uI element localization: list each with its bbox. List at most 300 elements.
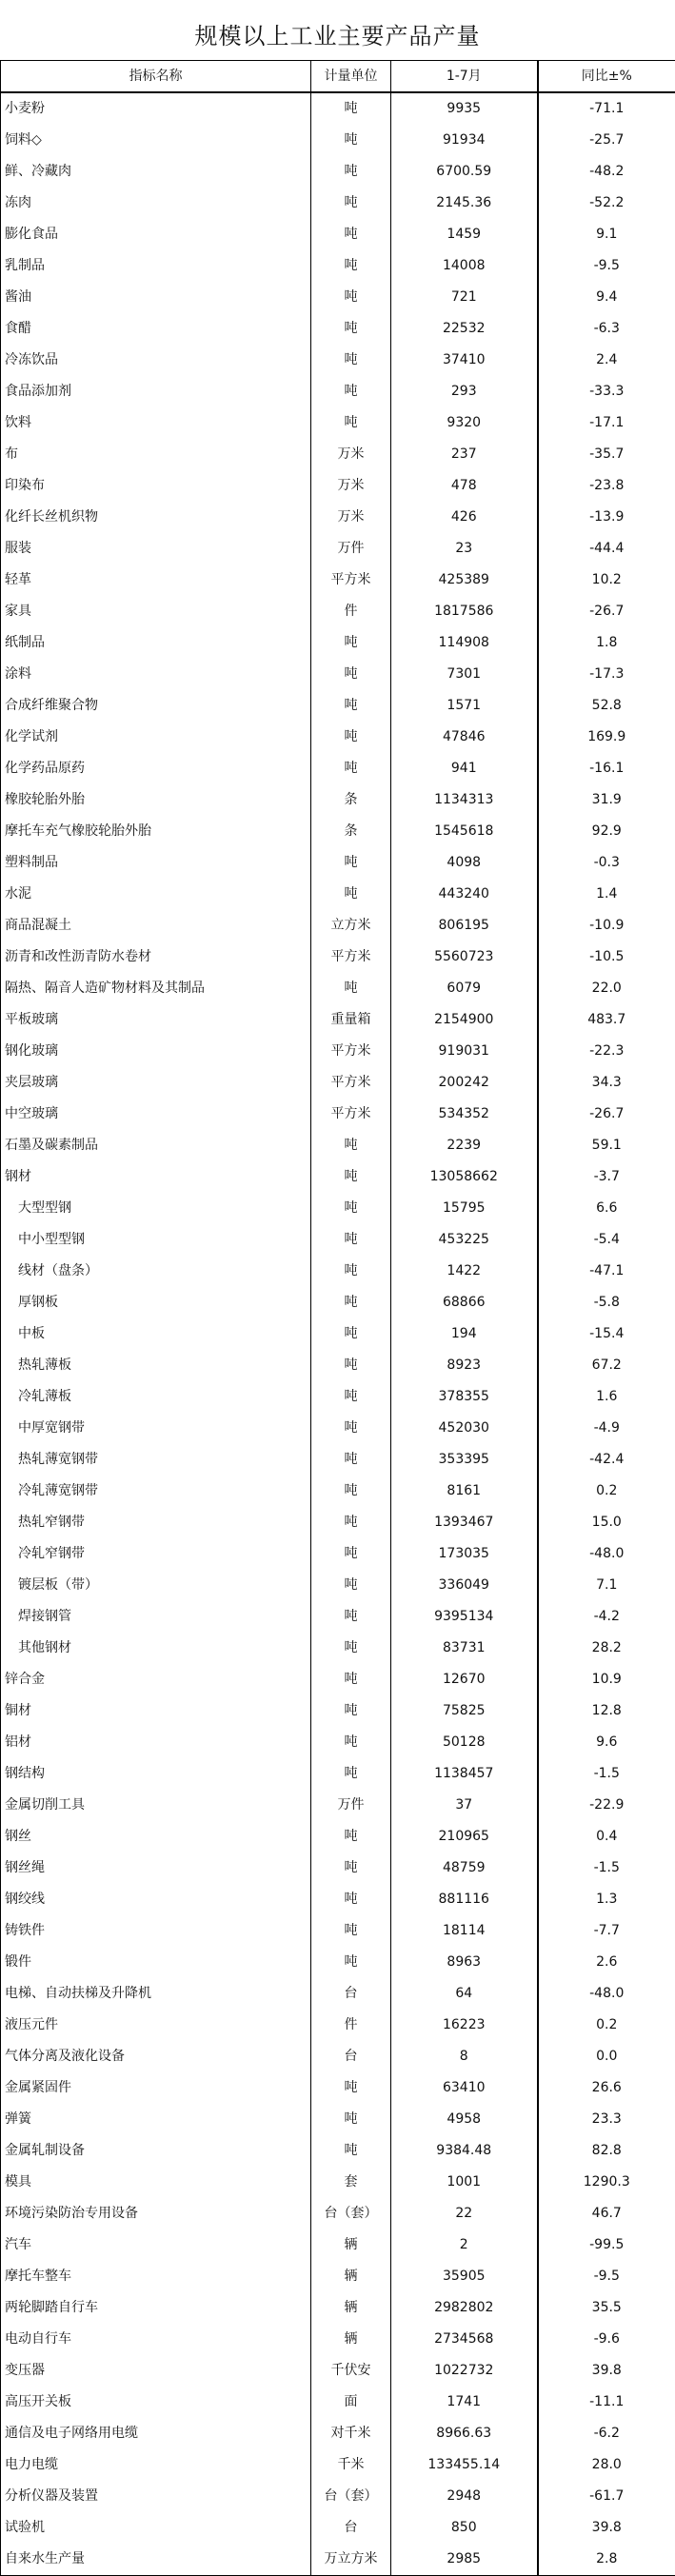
row-name: 冷轧薄板 (1, 1381, 311, 1413)
row-value: 50128 (391, 1727, 538, 1758)
row-change: 483.7 (538, 1004, 675, 1036)
row-name: 镀层板（带） (1, 1570, 311, 1601)
row-name: 热轧薄板 (1, 1350, 311, 1381)
row-change: -5.4 (538, 1224, 675, 1256)
row-change: 2.8 (538, 2544, 675, 2576)
row-name: 酱油 (1, 282, 311, 313)
header-change: 同比±% (538, 61, 675, 93)
row-value: 22532 (391, 313, 538, 345)
row-value: 194 (391, 1318, 538, 1350)
row-value: 8161 (391, 1476, 538, 1507)
table-row (1, 2167, 675, 2198)
row-change: 82.8 (538, 2135, 675, 2167)
table-row (1, 1036, 675, 1067)
row-name: 隔热、隔音人造矿物材料及其制品 (1, 973, 311, 1004)
row-change: -23.8 (538, 470, 675, 502)
table-row (1, 565, 675, 596)
row-name: 轻革 (1, 565, 311, 596)
table-row (1, 1193, 675, 1224)
row-unit: 吨 (311, 376, 391, 407)
row-name: 铸铁件 (1, 1915, 311, 1947)
row-value: 2734568 (391, 2324, 538, 2355)
row-change: 39.8 (538, 2512, 675, 2544)
row-value: 2145.36 (391, 188, 538, 219)
table-row (1, 313, 675, 345)
row-name: 水泥 (1, 879, 311, 910)
row-change: 26.6 (538, 2072, 675, 2104)
row-name: 食品添加剂 (1, 376, 311, 407)
row-unit: 吨 (311, 1884, 391, 1915)
row-value: 721 (391, 282, 538, 313)
row-unit: 吨 (311, 1224, 391, 1256)
table-row (1, 1350, 675, 1381)
row-name: 变压器 (1, 2355, 311, 2387)
row-unit: 吨 (311, 1381, 391, 1413)
row-value: 37 (391, 1790, 538, 1821)
row-unit: 吨 (311, 879, 391, 910)
row-change: -15.4 (538, 1318, 675, 1350)
table-row (1, 2261, 675, 2292)
row-change: -99.5 (538, 2229, 675, 2261)
table-row (1, 1947, 675, 1978)
table-row (1, 92, 675, 125)
row-unit: 吨 (311, 690, 391, 722)
table-row (1, 910, 675, 941)
row-unit: 吨 (311, 1695, 391, 1727)
table-row (1, 282, 675, 313)
row-unit: 吨 (311, 1130, 391, 1161)
row-value: 64 (391, 1978, 538, 2010)
row-unit: 吨 (311, 973, 391, 1004)
header-unit: 计量单位 (311, 61, 391, 93)
row-value: 1393467 (391, 1507, 538, 1538)
row-value: 1001 (391, 2167, 538, 2198)
table-row (1, 1633, 675, 1664)
table-row (1, 1915, 675, 1947)
row-change: 1.6 (538, 1381, 675, 1413)
row-change: 31.9 (538, 784, 675, 816)
row-name: 钢结构 (1, 1758, 311, 1790)
table-row (1, 1821, 675, 1853)
row-change: 67.2 (538, 1350, 675, 1381)
row-value: 14008 (391, 250, 538, 282)
row-value: 9395134 (391, 1601, 538, 1633)
row-change: -7.7 (538, 1915, 675, 1947)
row-name: 铝材 (1, 1727, 311, 1758)
table-row (1, 2387, 675, 2418)
row-value: 8963 (391, 1947, 538, 1978)
row-unit: 辆 (311, 2229, 391, 2261)
table-row (1, 502, 675, 533)
row-unit: 套 (311, 2167, 391, 2198)
row-unit: 吨 (311, 219, 391, 250)
row-unit: 对千米 (311, 2418, 391, 2449)
row-name: 环境污染防治专用设备 (1, 2198, 311, 2229)
row-change: 10.9 (538, 1664, 675, 1695)
row-change: -10.5 (538, 941, 675, 973)
row-unit: 吨 (311, 345, 391, 376)
row-value: 4958 (391, 2104, 538, 2135)
row-value: 37410 (391, 345, 538, 376)
row-value: 293 (391, 376, 538, 407)
row-name: 热轧窄钢带 (1, 1507, 311, 1538)
row-unit: 重量箱 (311, 1004, 391, 1036)
row-name: 饲料◇ (1, 125, 311, 156)
table-row (1, 1601, 675, 1633)
table-row (1, 1067, 675, 1099)
row-unit: 辆 (311, 2261, 391, 2292)
row-value: 2154900 (391, 1004, 538, 1036)
row-name: 食醋 (1, 313, 311, 345)
row-unit: 吨 (311, 282, 391, 313)
row-change: 39.8 (538, 2355, 675, 2387)
row-value: 378355 (391, 1381, 538, 1413)
table-row (1, 2072, 675, 2104)
row-change: 1.4 (538, 879, 675, 910)
row-value: 443240 (391, 879, 538, 910)
row-name: 平板玻璃 (1, 1004, 311, 1036)
row-name: 化学药品原药 (1, 753, 311, 784)
row-value: 8923 (391, 1350, 538, 1381)
row-value: 425389 (391, 565, 538, 596)
row-unit: 件 (311, 2010, 391, 2041)
row-value: 4098 (391, 847, 538, 879)
table-row (1, 1381, 675, 1413)
row-value: 1138457 (391, 1758, 538, 1790)
row-value: 9320 (391, 407, 538, 439)
table-row (1, 156, 675, 188)
table-row (1, 219, 675, 250)
row-change: -3.7 (538, 1161, 675, 1193)
row-unit: 吨 (311, 156, 391, 188)
table-row (1, 879, 675, 910)
row-change: 0.4 (538, 1821, 675, 1853)
table-row (1, 596, 675, 627)
row-value: 336049 (391, 1570, 538, 1601)
row-change: -16.1 (538, 753, 675, 784)
row-value: 9384.48 (391, 2135, 538, 2167)
row-unit: 万米 (311, 502, 391, 533)
row-unit: 吨 (311, 1915, 391, 1947)
table-row (1, 973, 675, 1004)
row-change: 35.5 (538, 2292, 675, 2324)
row-unit: 平方米 (311, 565, 391, 596)
row-unit: 吨 (311, 1476, 391, 1507)
row-value: 1459 (391, 219, 538, 250)
row-unit: 辆 (311, 2324, 391, 2355)
row-value: 68866 (391, 1287, 538, 1318)
table-row (1, 1287, 675, 1318)
page-title: 规模以上工业主要产品产量 (0, 17, 675, 50)
row-name: 高压开关板 (1, 2387, 311, 2418)
row-change: 1.8 (538, 627, 675, 659)
row-change: -35.7 (538, 439, 675, 470)
table-row (1, 2324, 675, 2355)
row-name: 摩托车充气橡胶轮胎外胎 (1, 816, 311, 847)
row-unit: 台（套） (311, 2198, 391, 2229)
row-change: 9.6 (538, 1727, 675, 1758)
row-unit: 吨 (311, 1633, 391, 1664)
row-change: -9.5 (538, 2261, 675, 2292)
row-name: 冷轧窄钢带 (1, 1538, 311, 1570)
table-row (1, 1444, 675, 1476)
row-unit: 千伏安 (311, 2355, 391, 2387)
table-row (1, 1413, 675, 1444)
row-unit: 吨 (311, 125, 391, 156)
row-value: 1134313 (391, 784, 538, 816)
table-row (1, 470, 675, 502)
table-row (1, 250, 675, 282)
row-change: -4.2 (538, 1601, 675, 1633)
row-change: -6.2 (538, 2418, 675, 2449)
row-name: 其他钢材 (1, 1633, 311, 1664)
row-change: 2.4 (538, 345, 675, 376)
row-value: 237 (391, 439, 538, 470)
row-name: 金属轧制设备 (1, 2135, 311, 2167)
row-change: -26.7 (538, 596, 675, 627)
row-name: 弹簧 (1, 2104, 311, 2135)
row-value: 1545618 (391, 816, 538, 847)
row-value: 210965 (391, 1821, 538, 1853)
row-value: 35905 (391, 2261, 538, 2292)
row-unit: 吨 (311, 1664, 391, 1695)
row-value: 1817586 (391, 596, 538, 627)
row-change: 46.7 (538, 2198, 675, 2229)
row-name: 锌合金 (1, 1664, 311, 1695)
row-change: -48.0 (538, 1978, 675, 2010)
row-value: 6079 (391, 973, 538, 1004)
row-name: 自来水生产量 (1, 2544, 311, 2576)
table-row (1, 407, 675, 439)
row-value: 2982802 (391, 2292, 538, 2324)
row-change: 12.8 (538, 1695, 675, 1727)
table-row (1, 1570, 675, 1601)
row-unit: 件 (311, 596, 391, 627)
row-change: -48.0 (538, 1538, 675, 1570)
row-unit: 立方米 (311, 910, 391, 941)
row-name: 钢丝 (1, 1821, 311, 1853)
table-row (1, 1978, 675, 2010)
row-unit: 平方米 (311, 941, 391, 973)
row-change: -26.7 (538, 1099, 675, 1130)
row-name: 锻件 (1, 1947, 311, 1978)
row-change: -25.7 (538, 125, 675, 156)
row-change: 28.2 (538, 1633, 675, 1664)
table-row (1, 439, 675, 470)
table-row (1, 2010, 675, 2041)
row-change: -44.4 (538, 533, 675, 565)
row-value: 48759 (391, 1853, 538, 1884)
row-unit: 吨 (311, 659, 391, 690)
row-change: 7.1 (538, 1570, 675, 1601)
row-unit: 吨 (311, 753, 391, 784)
row-unit: 平方米 (311, 1099, 391, 1130)
row-name: 乳制品 (1, 250, 311, 282)
row-name: 电动自行车 (1, 2324, 311, 2355)
row-unit: 吨 (311, 92, 391, 125)
row-name: 小麦粉 (1, 92, 311, 125)
row-name: 布 (1, 439, 311, 470)
row-unit: 万件 (311, 1790, 391, 1821)
table-row (1, 1256, 675, 1287)
table-row (1, 1224, 675, 1256)
row-name: 沥青和改性沥青防水卷材 (1, 941, 311, 973)
table-row (1, 1758, 675, 1790)
row-name: 塑料制品 (1, 847, 311, 879)
row-name: 中板 (1, 1318, 311, 1350)
header-indicator-name: 指标名称 (1, 61, 311, 93)
row-unit: 吨 (311, 1601, 391, 1633)
row-value: 133455.14 (391, 2449, 538, 2481)
row-change: -0.3 (538, 847, 675, 879)
row-unit: 台 (311, 2512, 391, 2544)
row-change: -22.3 (538, 1036, 675, 1067)
row-name: 鲜、冷藏肉 (1, 156, 311, 188)
row-unit: 吨 (311, 250, 391, 282)
row-change: -52.2 (538, 188, 675, 219)
row-name: 汽车 (1, 2229, 311, 2261)
table-row (1, 2481, 675, 2512)
row-value: 23 (391, 533, 538, 565)
row-name: 饮料 (1, 407, 311, 439)
row-change: 34.3 (538, 1067, 675, 1099)
row-unit: 吨 (311, 2135, 391, 2167)
table-row (1, 2512, 675, 2544)
table-row (1, 2418, 675, 2449)
row-value: 5560723 (391, 941, 538, 973)
row-name: 钢化玻璃 (1, 1036, 311, 1067)
row-name: 合成纤维聚合物 (1, 690, 311, 722)
row-value: 919031 (391, 1036, 538, 1067)
row-name: 电力电缆 (1, 2449, 311, 2481)
row-value: 83731 (391, 1633, 538, 1664)
table-row (1, 722, 675, 753)
row-unit: 吨 (311, 1193, 391, 1224)
row-change: -9.5 (538, 250, 675, 282)
row-value: 452030 (391, 1413, 538, 1444)
row-change: -9.6 (538, 2324, 675, 2355)
row-value: 6700.59 (391, 156, 538, 188)
row-value: 15795 (391, 1193, 538, 1224)
table-row (1, 1161, 675, 1193)
row-name: 钢丝绳 (1, 1853, 311, 1884)
row-change: -1.5 (538, 1758, 675, 1790)
row-value: 806195 (391, 910, 538, 941)
table-row (1, 2198, 675, 2229)
row-name: 钢绞线 (1, 1884, 311, 1915)
table-row (1, 941, 675, 973)
row-unit: 台（套） (311, 2481, 391, 2512)
row-change: 0.2 (538, 1476, 675, 1507)
row-name: 家具 (1, 596, 311, 627)
table-row (1, 1538, 675, 1570)
table-row (1, 2292, 675, 2324)
table-row (1, 2041, 675, 2072)
row-value: 200242 (391, 1067, 538, 1099)
table-row (1, 1318, 675, 1350)
row-unit: 吨 (311, 1821, 391, 1853)
row-unit: 万件 (311, 533, 391, 565)
table-row (1, 2229, 675, 2261)
table-row (1, 1664, 675, 1695)
row-change: -22.9 (538, 1790, 675, 1821)
row-unit: 吨 (311, 847, 391, 879)
table-row (1, 2355, 675, 2387)
row-change: 0.0 (538, 2041, 675, 2072)
row-name: 金属紧固件 (1, 2072, 311, 2104)
row-unit: 吨 (311, 1758, 391, 1790)
row-unit: 台 (311, 2041, 391, 2072)
row-unit: 吨 (311, 1538, 391, 1570)
header-value: 1-7月 (391, 61, 538, 93)
row-unit: 吨 (311, 722, 391, 753)
table-row (1, 1507, 675, 1538)
row-name: 大型型钢 (1, 1193, 311, 1224)
row-unit: 吨 (311, 1318, 391, 1350)
row-change: -1.5 (538, 1853, 675, 1884)
row-value: 9935 (391, 92, 538, 125)
row-name: 铜材 (1, 1695, 311, 1727)
row-value: 8 (391, 2041, 538, 2072)
row-name: 中空玻璃 (1, 1099, 311, 1130)
row-name: 热轧薄宽钢带 (1, 1444, 311, 1476)
row-change: -71.1 (538, 92, 675, 125)
row-change: 9.4 (538, 282, 675, 313)
row-unit: 平方米 (311, 1036, 391, 1067)
row-change: -17.3 (538, 659, 675, 690)
table-row (1, 816, 675, 847)
row-value: 173035 (391, 1538, 538, 1570)
row-value: 2 (391, 2229, 538, 2261)
row-change: -11.1 (538, 2387, 675, 2418)
table-row (1, 627, 675, 659)
row-change: -48.2 (538, 156, 675, 188)
row-name: 厚钢板 (1, 1287, 311, 1318)
row-change: -4.9 (538, 1413, 675, 1444)
row-name: 电梯、自动扶梯及升降机 (1, 1978, 311, 2010)
product-output-table (0, 60, 675, 2576)
row-value: 47846 (391, 722, 538, 753)
row-name: 商品混凝土 (1, 910, 311, 941)
row-unit: 平方米 (311, 1067, 391, 1099)
row-change: 15.0 (538, 1507, 675, 1538)
row-name: 两轮脚踏自行车 (1, 2292, 311, 2324)
row-unit: 台 (311, 1978, 391, 2010)
table-row (1, 2104, 675, 2135)
table-row (1, 125, 675, 156)
row-unit: 千米 (311, 2449, 391, 2481)
row-name: 模具 (1, 2167, 311, 2198)
row-name: 通信及电子网络用电缆 (1, 2418, 311, 2449)
row-value: 2239 (391, 1130, 538, 1161)
row-name: 中小型型钢 (1, 1224, 311, 1256)
row-value: 114908 (391, 627, 538, 659)
row-value: 881116 (391, 1884, 538, 1915)
row-change: 59.1 (538, 1130, 675, 1161)
row-unit: 吨 (311, 188, 391, 219)
row-change: -42.4 (538, 1444, 675, 1476)
table-row (1, 345, 675, 376)
row-name: 膨化食品 (1, 219, 311, 250)
row-value: 63410 (391, 2072, 538, 2104)
row-unit: 吨 (311, 1444, 391, 1476)
row-value: 8966.63 (391, 2418, 538, 2449)
row-value: 941 (391, 753, 538, 784)
row-value: 1022732 (391, 2355, 538, 2387)
table-row (1, 2449, 675, 2481)
table-row (1, 188, 675, 219)
row-change: 0.2 (538, 2010, 675, 2041)
